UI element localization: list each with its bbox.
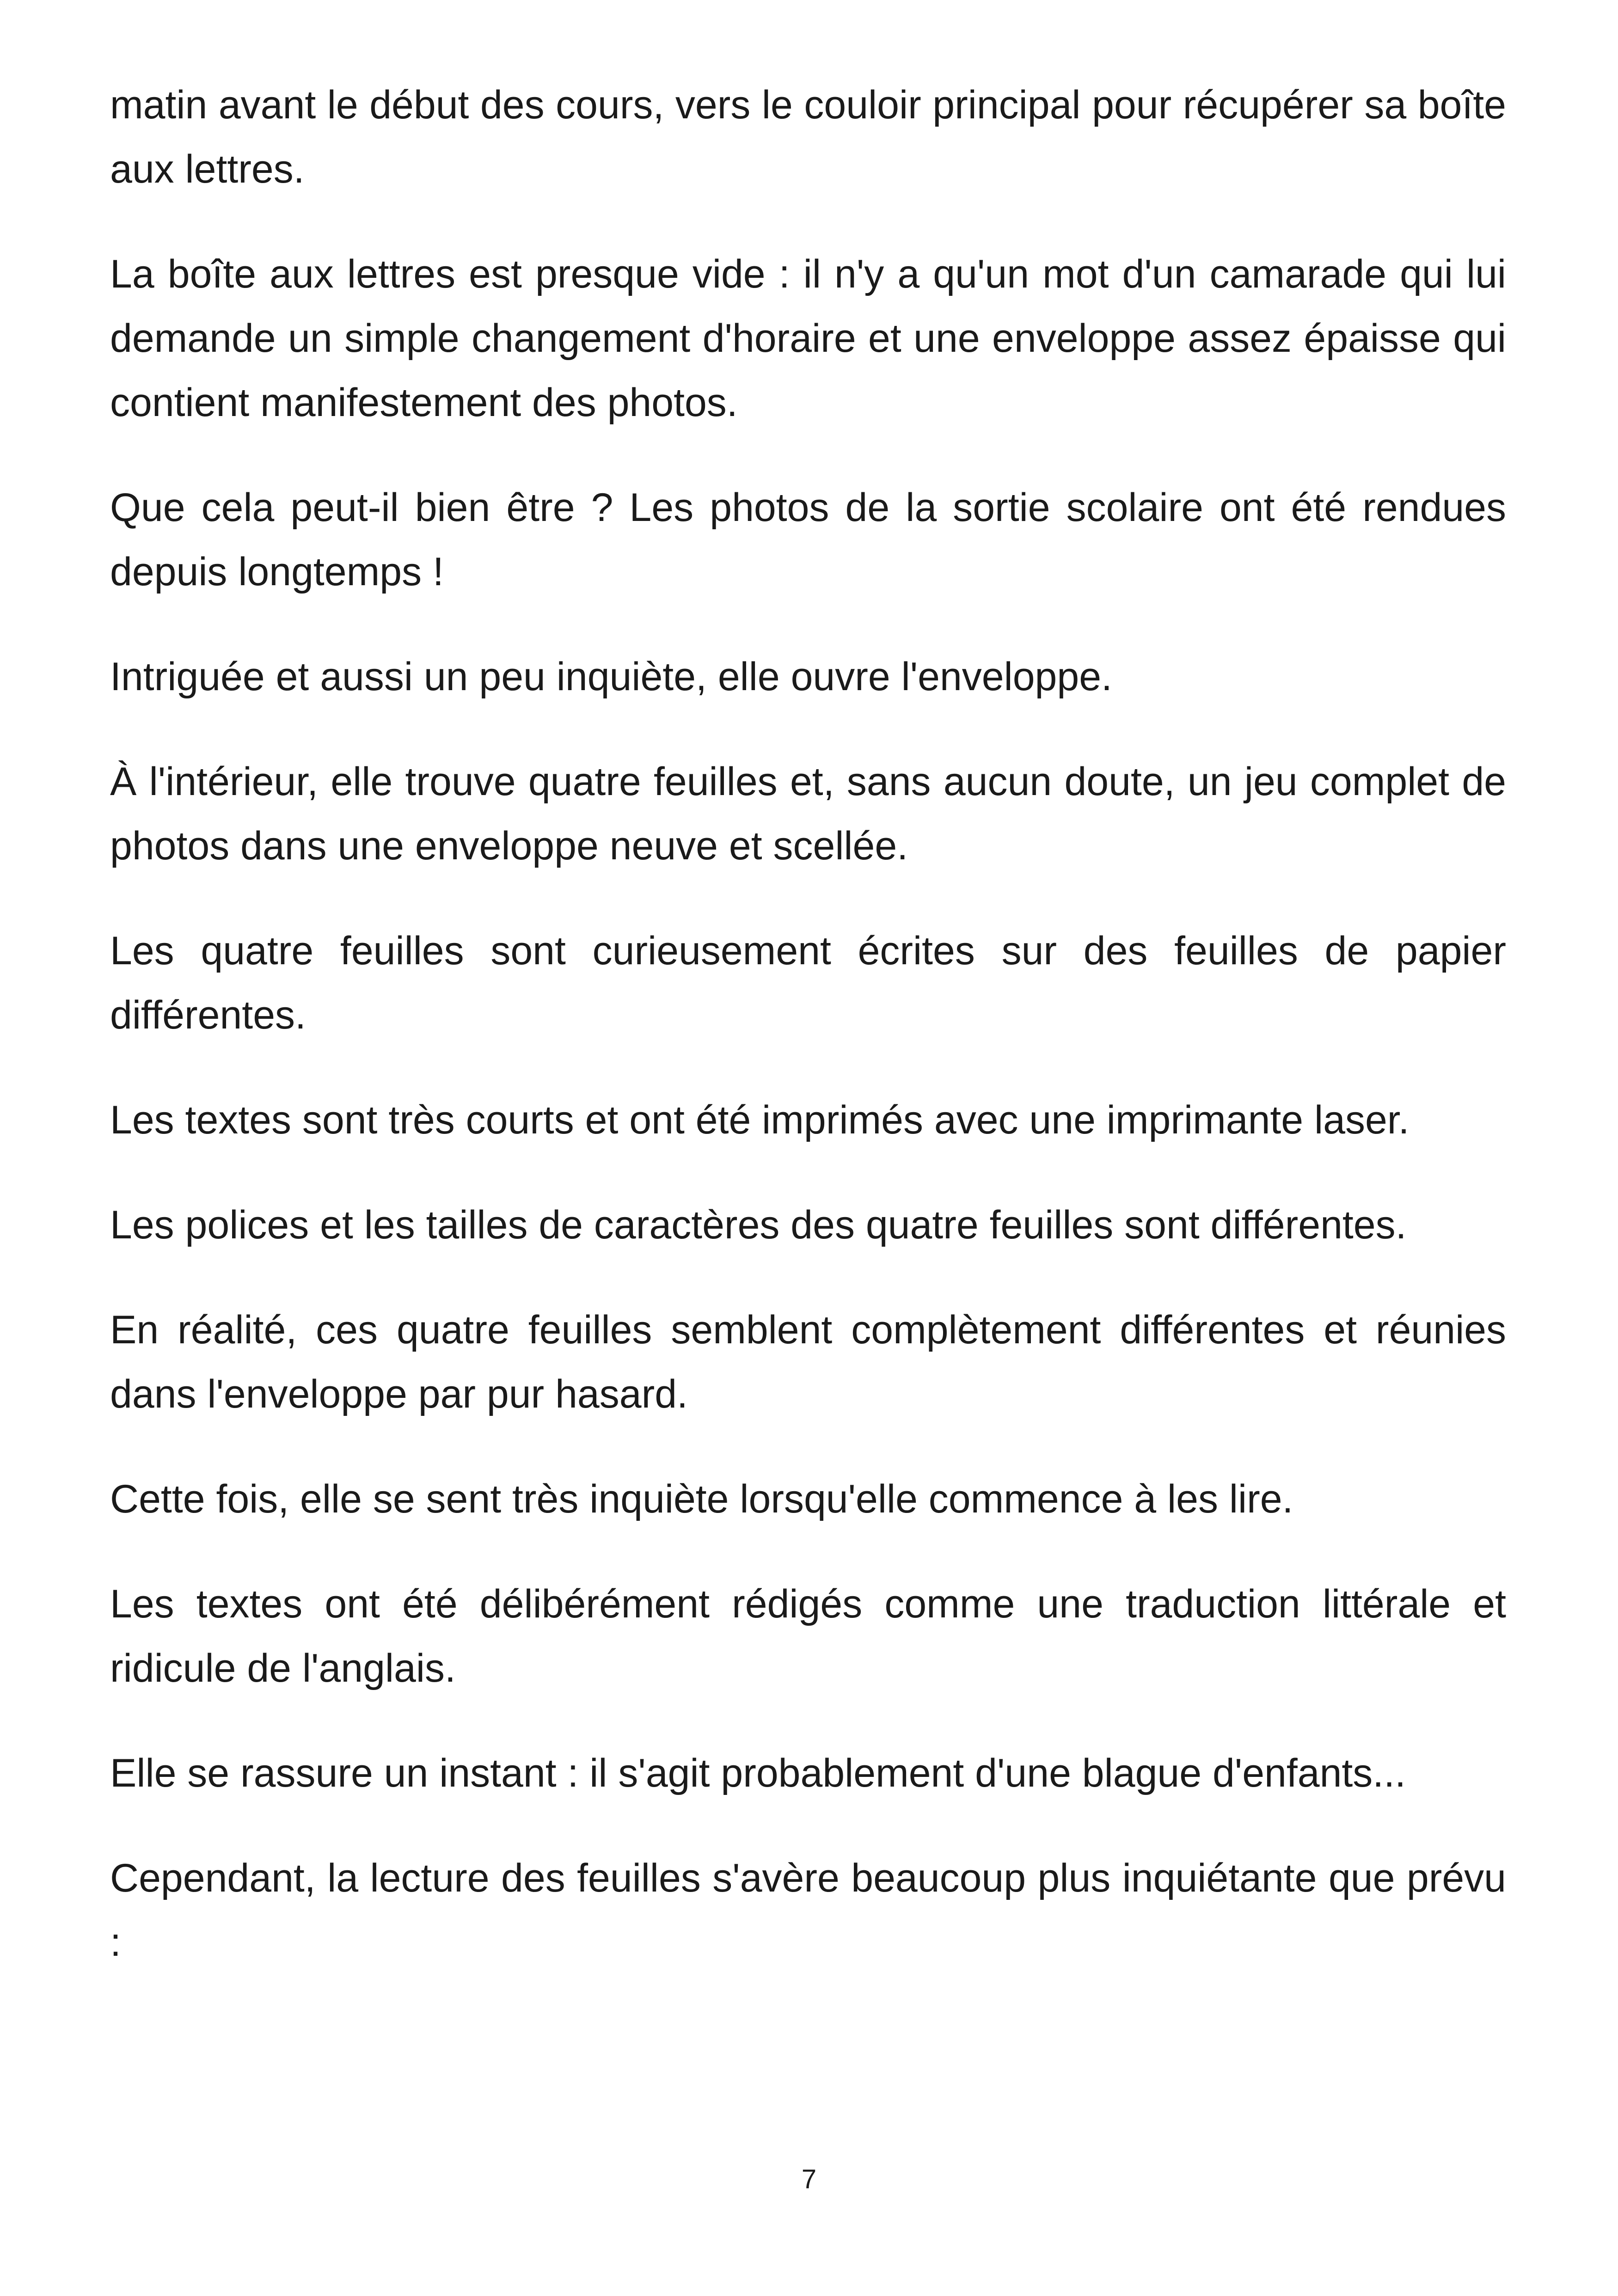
paragraph: En réalité, ces quatre feuilles semblent complètement différentes et réunies dans l'enveloppe par pur hasard. xyxy=(110,1308,1506,1416)
paragraph: Cependant, la lecture des feuilles s'avère beaucoup plus inquiétante que prévu : xyxy=(110,1856,1506,1965)
paragraph: Elle se rassure un instant : il s'agit probablement d'une blague d'enfants... xyxy=(110,1751,1406,1795)
paragraph: À l'intérieur, elle trouve quatre feuilles et, sans aucun doute, un jeu complet de photos dans une enveloppe neuve et scellée. xyxy=(110,759,1506,868)
paragraph: matin avant le début des cours, vers le couloir principal pour récupérer sa boîte aux lettres. xyxy=(110,83,1506,191)
paragraph: La boîte aux lettres est presque vide : il n'y a qu'un mot d'un camarade qui lui demande un simple changement d'horaire et une enveloppe assez épaisse qui contient manifestement des photos. xyxy=(110,252,1506,425)
paragraph: Les quatre feuilles sont curieusement écrites sur des feuilles de papier différentes. xyxy=(110,929,1506,1037)
paragraph: Cette fois, elle se sent très inquiète lorsqu'elle commence à les lire. xyxy=(110,1477,1293,1521)
paragraph: Intriguée et aussi un peu inquiète, elle ouvre l'enveloppe. xyxy=(110,655,1112,699)
paragraph: Les textes sont très courts et ont été imprimés avec une imprimante laser. xyxy=(110,1098,1410,1142)
paragraph: Que cela peut-il bien être ? Les photos de la sortie scolaire ont été rendues depuis longtemps ! xyxy=(110,485,1506,594)
paragraph: Les textes ont été délibérément rédigés comme une traduction littérale et ridicule de l'anglais. xyxy=(110,1582,1506,1690)
body-text xyxy=(110,73,1506,2015)
paragraph: Les polices et les tailles de caractères des quatre feuilles sont différentes. xyxy=(110,1203,1407,1247)
page-number: 7 xyxy=(801,2164,817,2194)
